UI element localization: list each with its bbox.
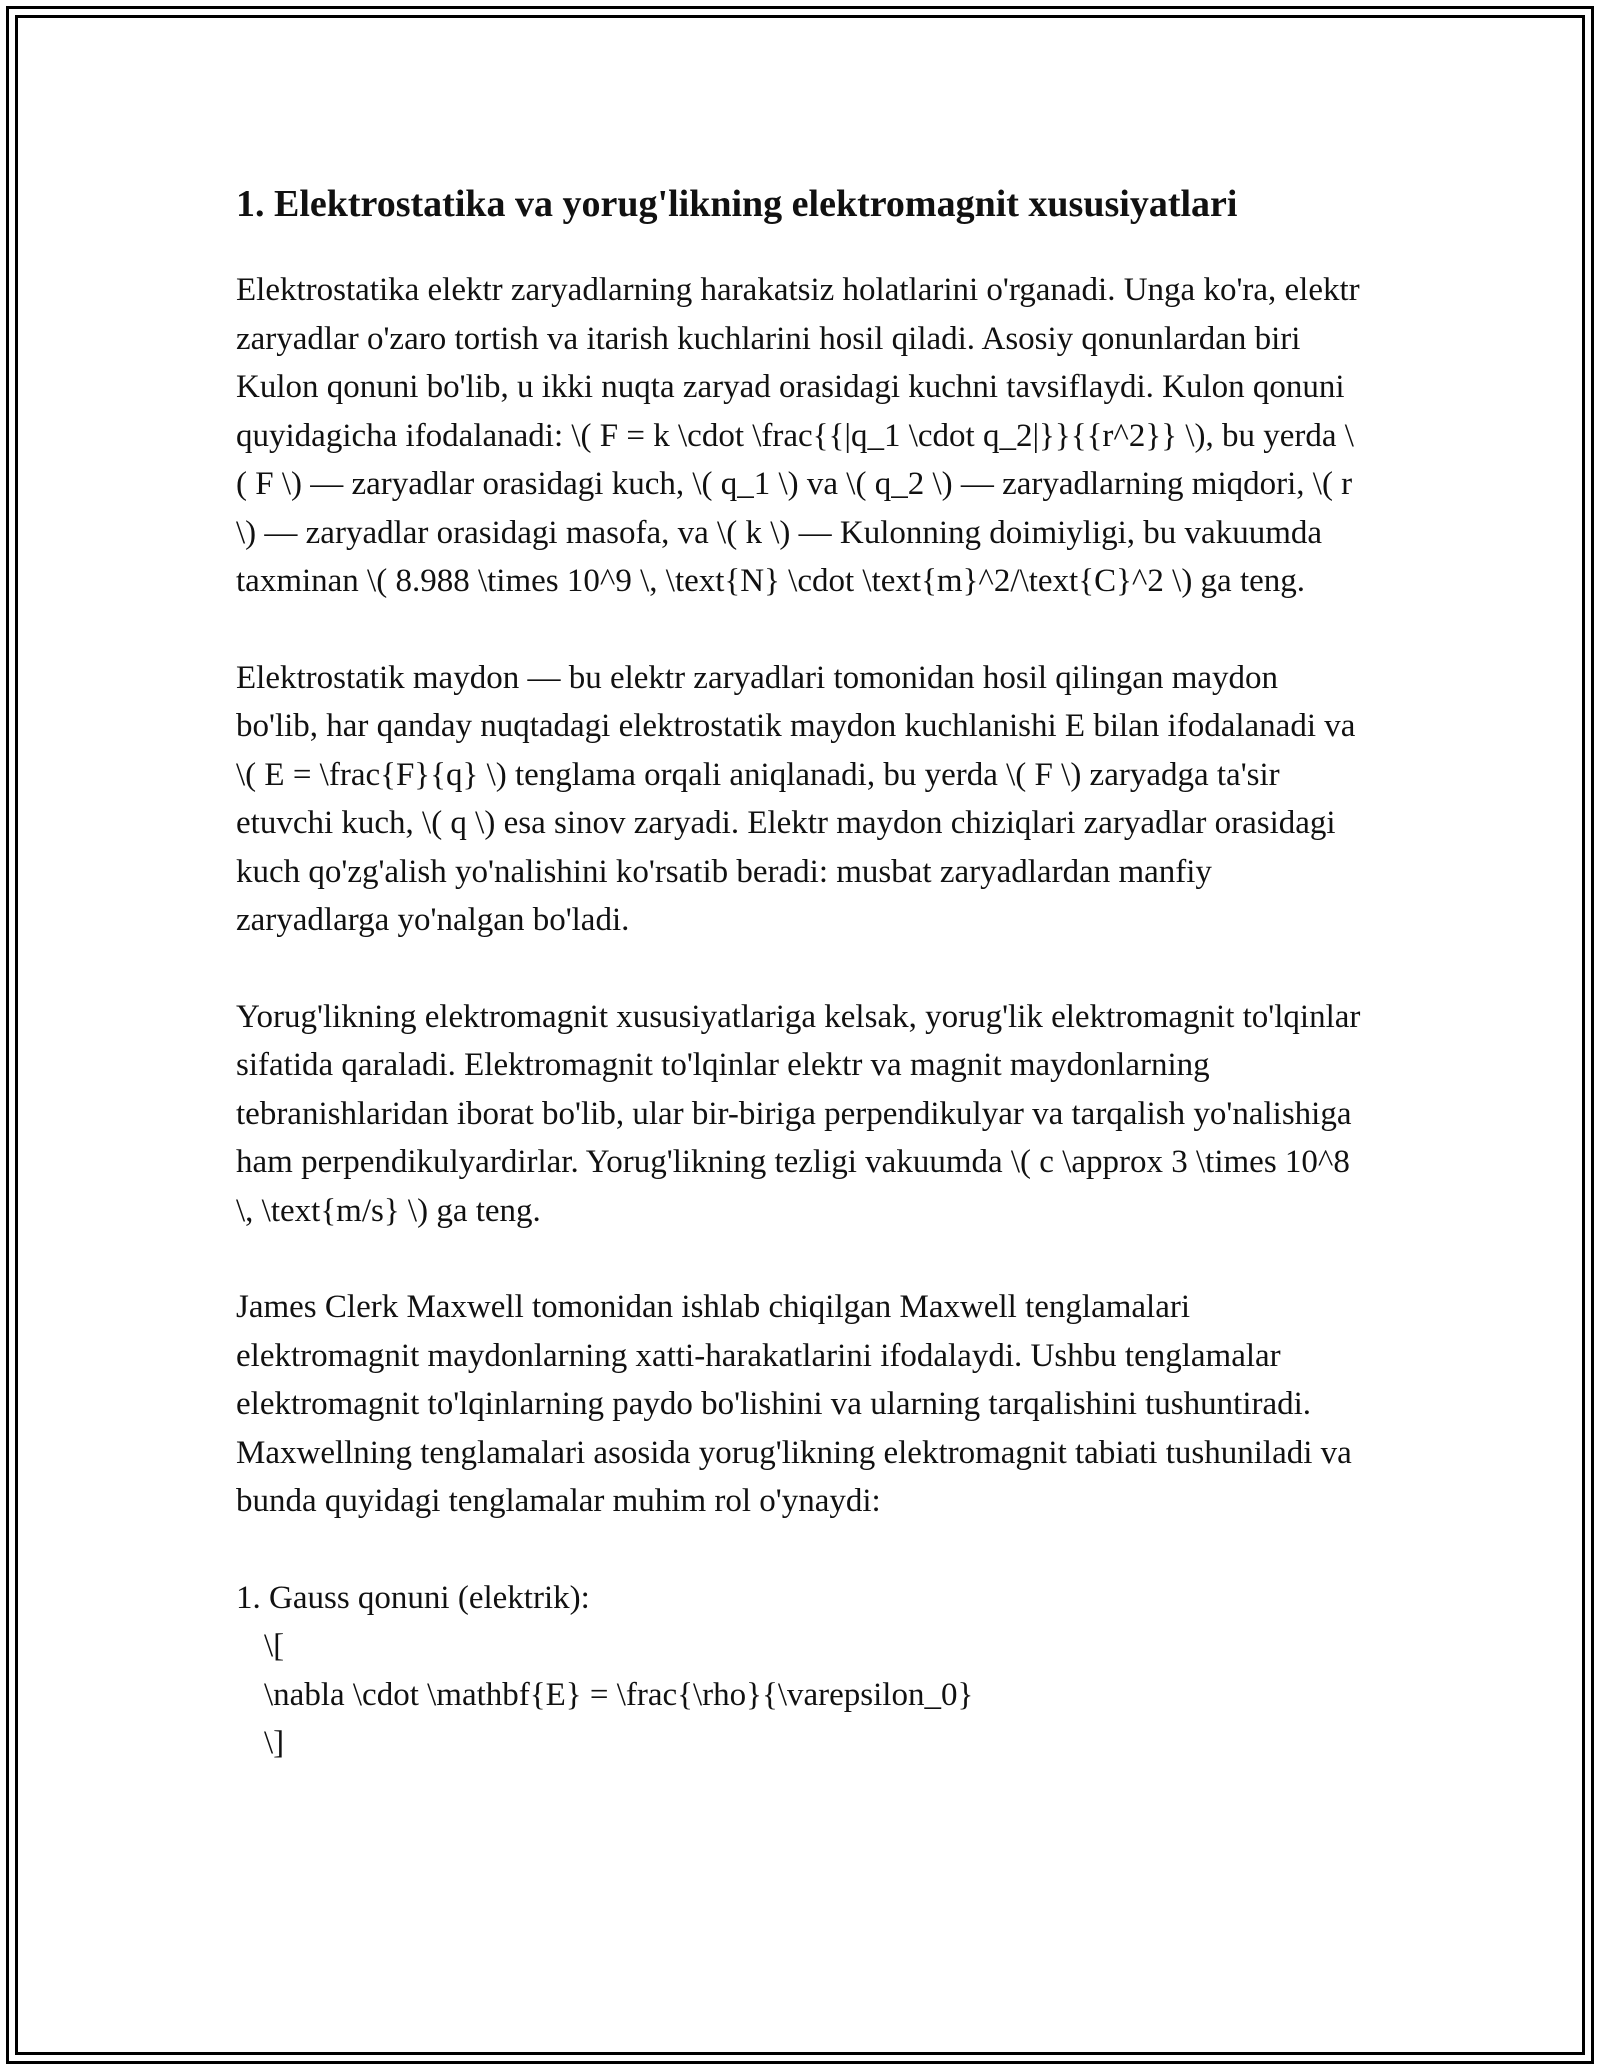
gauss-law-list-item — [236, 1574, 1364, 1768]
paragraph-light-em-properties: Yorug'likning elektromagnit xususiyatlariga kelsak, yorug'lik elektromagnit to'lqinlar sifatida qaraladi. Elektromagnit to'lqinlar elektr va magnit maydonlarning tebranishlaridan iborat bo'lib, ular bir-biriga perpendikulyar va tarqalish yo'nalishiga ham perpendikulyardirlar. Yorug'likning tezligi vakuumda \( c \approx 3 \times 10^8 \, \text{m/s} \) ga teng. — [236, 998, 1361, 1229]
list-item-title: 1. Gauss qonuni (elektrik): — [236, 1579, 590, 1616]
paragraph-maxwell-equations: James Clerk Maxwell tomonidan ishlab chiqilgan Maxwell tenglamalari elektromagnit maydonlarning xatti-harakatlarini ifodalaydi. Ushbu tenglamalar elektromagnit to'lqinlarning paydo bo'lishini va ularning tarqalishini tushuntiradi. Maxwellning tenglamalari asosida yorug'likning elektromagnit tabiati tushuniladi va bunda quyidagi tenglamalar muhim rol o'ynaydi: — [236, 1289, 1352, 1519]
section-heading: 1. Elektrostatika va yorug'likning elektromagnit xususiyatlari — [236, 183, 1238, 225]
formula-expression: \nabla \cdot \mathbf{E} = \frac{\rho}{\varepsilon_0} — [264, 1676, 974, 1713]
formula-open-bracket: \[ — [264, 1628, 285, 1664]
document-body — [236, 178, 1364, 1768]
paragraph-coulomb-law: Elektrostatika elektr zaryadlarning harakatsiz holatlarini o'rganadi. Unga ko'ra, elektr zaryadlar o'zaro tortish va itarish kuchlarini hosil qiladi. Asosiy qonunlardan biri Kulon qonuni bo'lib, u ikki nuqta zaryad orasidagi kuchni tavsiflaydi. Kulon qonuni quyidagicha ifodalanadi: \( F = k \cdot \frac{{|q_1 \cdot q_2|}}{{r^2}} \), bu yerda \( F \) — zaryadlar orasidagi kuch, \( q_1 \) va \( q_2 \) — zaryadlarning miqdori, \( r \) — zaryadlar orasidagi masofa, va \( k \) — Kulonning doimiyligi, bu vakuumda taxminan \( 8.988 \times 10^9 \, \text{N} \cdot \text{m}^2/\text{C}^2 \) ga teng. — [236, 272, 1360, 599]
formula-close-bracket: \] — [264, 1725, 285, 1761]
paragraph-electrostatic-field: Elektrostatik maydon — bu elektr zaryadlari tomonidan hosil qilingan maydon bo'lib, har qanday nuqtadagi elektrostatik maydon kuchlanishi E bilan ifodalanadi va \( E = \frac{F}{q} \) tenglama orqali aniqlanadi, bu yerda \( F \) zaryadga ta'sir etuvchi kuch, \( q \) esa sinov zaryadi. Elektr maydon chiziqlari zaryadlar orasidagi kuch qo'zg'alish yo'nalishini ko'rsatib beradi: musbat zaryadlardan manfiy zaryadlarga yo'nalgan bo'ladi. — [236, 659, 1356, 938]
